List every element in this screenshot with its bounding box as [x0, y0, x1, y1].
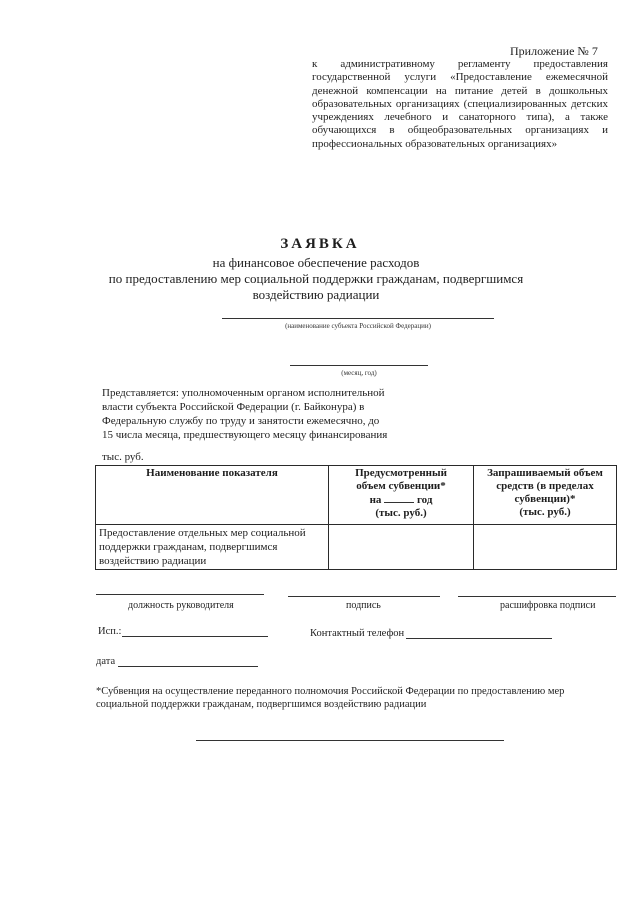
- position-label: должность руководителя: [128, 600, 234, 611]
- footnote: *Субвенция на осуществление переданного полномочия Российской Федерации по предоставлению мер социальной поддержки гражданам, подвергшимся воздействию радиации: [96, 686, 565, 710]
- header-requested-line3: субвенции)*: [514, 493, 576, 505]
- closing-line: [196, 740, 504, 741]
- subtitle-line-1: на финансовое обеспечение расходов: [212, 255, 420, 270]
- header-planned-line2: объем субвенции*: [356, 480, 446, 492]
- phone-line[interactable]: [406, 638, 552, 639]
- row-indicator: [96, 525, 329, 570]
- executor-line[interactable]: [122, 636, 268, 637]
- header-requested-line1: Запрашиваемый объем: [487, 467, 603, 479]
- subject-name-caption: (наименование субъекта Российской Федерации): [285, 322, 431, 330]
- header-planned-on: на: [369, 494, 382, 506]
- table-header-row: [96, 466, 617, 525]
- executor-label: Исп.:: [98, 626, 122, 637]
- header-planned-units: (тыс. руб.): [375, 507, 427, 519]
- document-title: ЗАЯВКА: [280, 236, 360, 252]
- subject-name-line[interactable]: [222, 318, 494, 319]
- request-table: [95, 465, 617, 570]
- period-line[interactable]: [290, 365, 428, 366]
- header-indicator: [96, 466, 329, 525]
- decoding-line[interactable]: [458, 596, 616, 597]
- header-planned-year-line: [332, 493, 470, 507]
- phone-label: Контактный телефон: [310, 628, 405, 639]
- document-subtitle: [96, 255, 536, 303]
- row-planned-cell[interactable]: [329, 525, 474, 570]
- date-line[interactable]: [118, 666, 258, 667]
- units-label: тыс. руб.: [102, 451, 144, 463]
- position-signature-line[interactable]: [96, 594, 264, 595]
- header-planned-line1: Предусмотренный: [355, 467, 447, 479]
- header-requested: [474, 466, 617, 525]
- submission-note: Представляется: уполномоченным органом исполнительной власти субъекта Российской Федерации (г. Байконура) в Федеральную службу по труду и занятости ежемесячно, до 15 числа месяца, предшествующего месяцу финансирования: [102, 387, 388, 441]
- appendix-number: Приложение № 7: [510, 44, 598, 58]
- appendix-reference: к административному регламенту предоставления государственной услуги «Предоставление ежемесячной денежной компенсации на питание детей в дошкольных образовательных организациях (специализированных детских учреждениях лечебного и санаторного типа), а также обучающихся в общеобразовательных организациях и профессиональных образовательных организациях»: [312, 58, 608, 150]
- row-requested-cell[interactable]: [474, 525, 617, 570]
- table-row: [96, 525, 617, 570]
- signature-line[interactable]: [288, 596, 440, 597]
- header-indicator-label: Наименование показателя: [146, 467, 278, 479]
- header-planned: [329, 466, 474, 525]
- header-requested-units: (тыс. руб.): [519, 506, 571, 518]
- date-label: дата: [96, 656, 116, 667]
- header-planned-year: год: [416, 494, 433, 506]
- subtitle-line-2: по предоставлению мер социальной поддержки гражданам, подвергшимся воздействию радиации: [108, 271, 524, 302]
- row-indicator-label: Предоставление отдельных мер социальной поддержки гражданам, подвергшимся воздействию радиации: [99, 527, 306, 567]
- signature-label: подпись: [346, 600, 381, 611]
- header-requested-line2: средств (в пределах: [496, 480, 594, 492]
- decoding-label: расшифровка подписи: [500, 600, 596, 611]
- year-blank[interactable]: [384, 493, 414, 503]
- period-caption: (месяц, год): [341, 369, 377, 377]
